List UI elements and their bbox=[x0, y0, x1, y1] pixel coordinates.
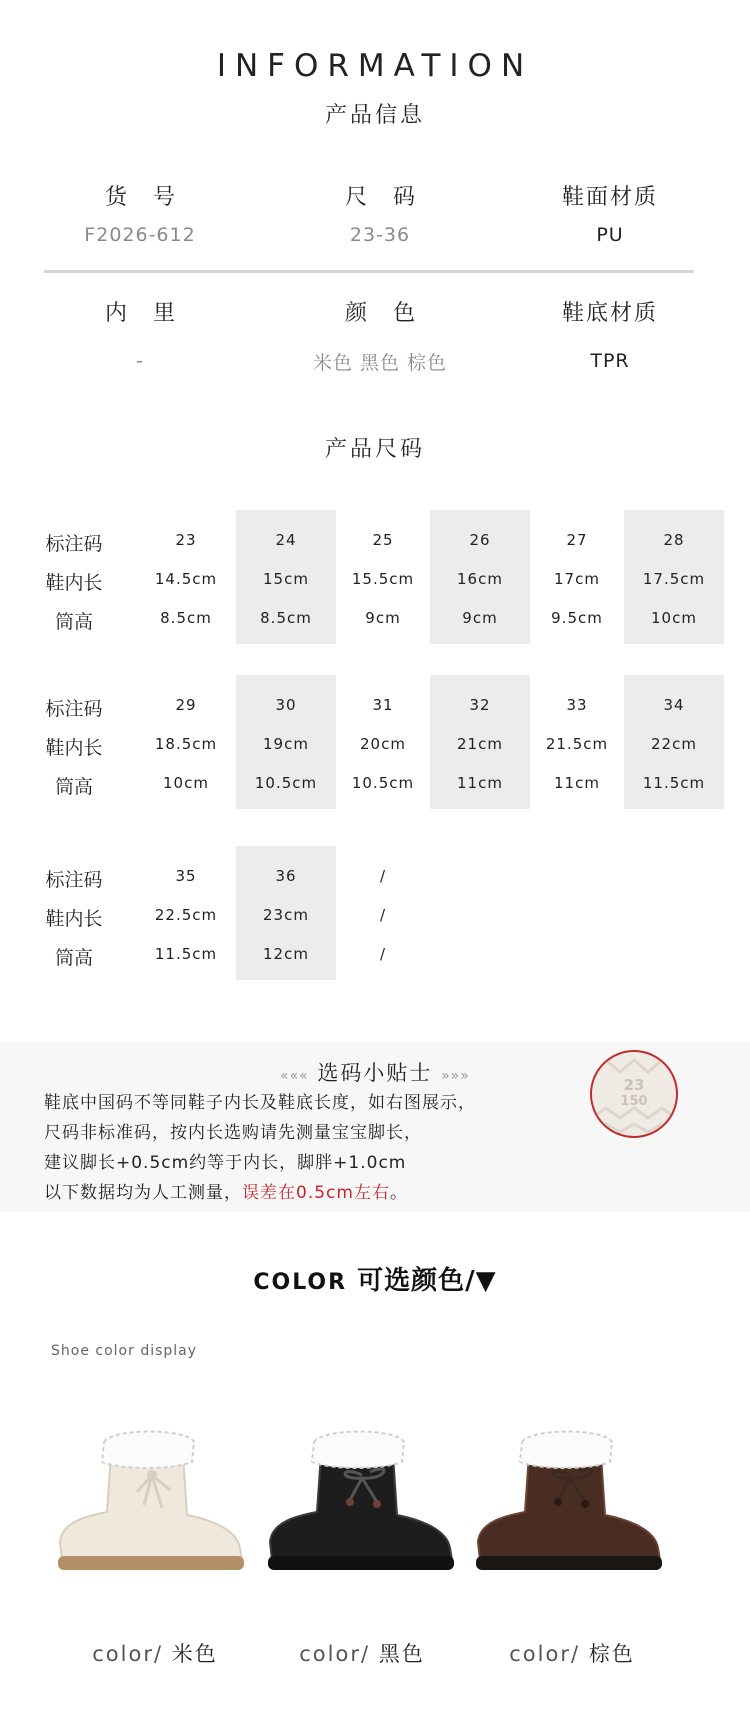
tips-line-1: 鞋底中国码不等同鞋子内长及鞋底长度，如右图展示， bbox=[44, 1093, 476, 1113]
info-value-size: 23-36 bbox=[349, 224, 411, 246]
height-cell: 9cm bbox=[365, 609, 401, 627]
size-cell: 27 bbox=[566, 531, 588, 549]
down-arrow-icon: ▼ bbox=[475, 1266, 497, 1296]
height-cell: 9cm bbox=[462, 609, 498, 627]
sole-length-number: 150 bbox=[620, 1094, 648, 1109]
color-name: 棕色 bbox=[588, 1642, 635, 1666]
tips-line-4-suffix: 。 bbox=[389, 1183, 408, 1203]
size-cell: 34 bbox=[663, 696, 685, 714]
row-label-inner-length: 鞋内长 bbox=[45, 572, 103, 594]
length-cell: 14.5cm bbox=[154, 570, 218, 588]
info-label-item-no: 货号 bbox=[104, 185, 201, 210]
size-cell: 30 bbox=[275, 696, 297, 714]
size-cell: 31 bbox=[372, 696, 394, 714]
size-tips-title-text: 选码小贴士 bbox=[317, 1061, 433, 1085]
chevrons-right-icon: »»» bbox=[441, 1068, 470, 1084]
length-cell: 22cm bbox=[651, 735, 697, 753]
size-cell: 24 bbox=[275, 531, 297, 549]
caption-prefix: color/ bbox=[92, 1642, 164, 1666]
height-cell: 8.5cm bbox=[260, 609, 312, 627]
color-caption-brown bbox=[457, 1638, 687, 1668]
height-cell: 12cm bbox=[263, 945, 309, 963]
height-cell: 10.5cm bbox=[351, 774, 415, 792]
length-cell: 15cm bbox=[263, 570, 309, 588]
length-cell: 17cm bbox=[554, 570, 600, 588]
color-title-cn: 可选颜色/ bbox=[357, 1266, 476, 1296]
height-cell: 11cm bbox=[457, 774, 503, 792]
row-label-size: 标注码 bbox=[45, 869, 103, 891]
chevrons-left-icon: ««« bbox=[280, 1068, 309, 1084]
color-subtitle: Shoe color display bbox=[51, 1343, 198, 1359]
size-section-title: 产品尺码 bbox=[324, 437, 425, 462]
caption-prefix: color/ bbox=[509, 1642, 581, 1666]
row-label-inner-length: 鞋内长 bbox=[45, 908, 103, 930]
tips-line-4 bbox=[44, 1178, 408, 1203]
size-cell: 23 bbox=[175, 531, 197, 549]
shoe-image-beige bbox=[52, 1420, 252, 1580]
tips-line-3: 建议脚长+0.5cm约等于内长，脚胖+1.0cm bbox=[44, 1153, 407, 1173]
size-cell: 28 bbox=[663, 531, 685, 549]
height-cell: 10cm bbox=[163, 774, 209, 792]
info-label-size: 尺码 bbox=[344, 185, 441, 210]
length-cell: 23cm bbox=[263, 906, 309, 924]
height-cell: 11cm bbox=[554, 774, 600, 792]
tips-error-note: 误差在0.5cm左右 bbox=[242, 1183, 390, 1203]
info-value-upper-material: PU bbox=[596, 224, 624, 246]
info-label-sole-material: 鞋底材质 bbox=[561, 301, 658, 326]
info-value-sole-material: TPR bbox=[590, 350, 630, 372]
size-cell: 33 bbox=[566, 696, 588, 714]
height-cell: 8.5cm bbox=[160, 609, 212, 627]
tips-line-2: 尺码非标准码，按内长选购请先测量宝宝脚长， bbox=[44, 1123, 422, 1143]
size-cell: / bbox=[379, 867, 387, 885]
length-cell: 20cm bbox=[360, 735, 406, 753]
info-label-upper-material: 鞋面材质 bbox=[561, 185, 658, 210]
size-cell: 25 bbox=[372, 531, 394, 549]
length-cell: 18.5cm bbox=[154, 735, 218, 753]
info-value-lining: - bbox=[136, 350, 144, 372]
info-divider bbox=[44, 270, 694, 273]
height-cell: 11.5cm bbox=[154, 945, 218, 963]
color-name: 米色 bbox=[171, 1642, 218, 1666]
color-caption-beige bbox=[40, 1638, 270, 1668]
height-cell: 10.5cm bbox=[254, 774, 318, 792]
length-cell: 22.5cm bbox=[154, 906, 218, 924]
shoe-image-black bbox=[262, 1420, 462, 1580]
row-label-shaft-height: 筒高 bbox=[54, 947, 93, 969]
row-label-size: 标注码 bbox=[45, 533, 103, 555]
length-cell: 16cm bbox=[457, 570, 503, 588]
size-cell: 29 bbox=[175, 696, 197, 714]
height-cell: 10cm bbox=[651, 609, 697, 627]
color-name: 黑色 bbox=[378, 1642, 425, 1666]
row-label-inner-length: 鞋内长 bbox=[45, 737, 103, 759]
info-value-color: 米色 黑色 棕色 bbox=[312, 352, 448, 374]
shoe-image-brown bbox=[470, 1420, 670, 1580]
info-label-color: 颜色 bbox=[344, 301, 441, 326]
height-cell: 9.5cm bbox=[551, 609, 603, 627]
size-tips-title bbox=[280, 1057, 470, 1087]
size-cell: 32 bbox=[469, 696, 491, 714]
length-cell: 17.5cm bbox=[642, 570, 706, 588]
size-cell: 26 bbox=[469, 531, 491, 549]
height-cell: 11.5cm bbox=[642, 774, 706, 792]
sole-size-number: 23 bbox=[623, 1076, 645, 1094]
length-cell: 15.5cm bbox=[351, 570, 415, 588]
length-cell: 21.5cm bbox=[545, 735, 609, 753]
sole-size-image bbox=[590, 1050, 678, 1138]
tips-line-4-prefix: 以下数据均为人工测量， bbox=[44, 1183, 242, 1203]
height-cell: / bbox=[379, 945, 387, 963]
page-title-en: INFORMATION bbox=[216, 48, 534, 84]
length-cell: 21cm bbox=[457, 735, 503, 753]
size-cell: 36 bbox=[275, 867, 297, 885]
caption-prefix: color/ bbox=[299, 1642, 371, 1666]
info-value-item-no: F2026-612 bbox=[84, 224, 196, 246]
color-caption-black bbox=[247, 1638, 477, 1668]
color-section-title bbox=[0, 1260, 750, 1297]
row-label-size: 标注码 bbox=[45, 698, 103, 720]
page-title-cn: 产品信息 bbox=[324, 103, 425, 128]
length-cell: / bbox=[379, 906, 387, 924]
row-label-shaft-height: 筒高 bbox=[54, 611, 93, 633]
length-cell: 19cm bbox=[263, 735, 309, 753]
row-label-shaft-height: 筒高 bbox=[54, 776, 93, 798]
info-label-lining: 内里 bbox=[104, 301, 201, 326]
size-cell: 35 bbox=[175, 867, 197, 885]
color-title-en: COLOR bbox=[253, 1270, 348, 1295]
